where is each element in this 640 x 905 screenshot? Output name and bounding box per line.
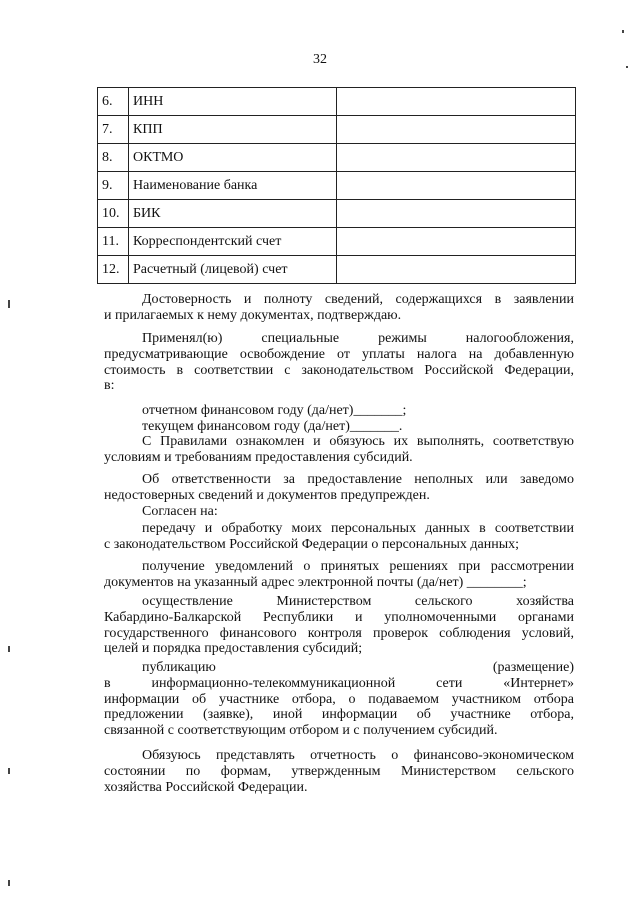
consent-publication — [104, 660, 574, 739]
row-label: БИК — [129, 200, 337, 228]
requisites-table — [97, 87, 576, 284]
text-line — [104, 660, 574, 676]
text-line: документов на указанный адрес электронной почты (да/нет) ________; — [104, 574, 527, 590]
text-line: Достоверность и полноту сведений, содержащихся в заявлении — [142, 292, 574, 307]
consent-personal-data — [104, 521, 574, 553]
row-number: 7. — [98, 116, 129, 144]
table-row — [98, 228, 576, 256]
page-number: 32 — [313, 52, 327, 67]
text-line: связанной с соответствующим отбором и с получением субсидий. — [104, 723, 498, 739]
consent-heading — [104, 504, 574, 520]
text-line: Об ответственности за предоставление неполных или заведомо — [142, 472, 574, 487]
text-line: Применял(ю) специальные режимы налогообложения, — [142, 331, 574, 346]
current-year-line: текущем финансовом году (да/нет)_______. — [142, 418, 403, 434]
row-label: Расчетный (лицевой) счет — [129, 256, 337, 284]
row-label: КПП — [129, 116, 337, 144]
text-line: передачу и обработку моих персональных данных в соответствии — [142, 521, 574, 536]
confirmation-paragraph — [104, 292, 574, 324]
row-value — [337, 144, 576, 172]
text-line: в информационно-телекоммуникационной сети «Интернет» — [104, 675, 574, 691]
row-number: 9. — [98, 172, 129, 200]
consent-notifications — [104, 559, 574, 591]
table-row — [98, 172, 576, 200]
reporting-paragraph — [104, 748, 574, 795]
table-row — [98, 144, 576, 172]
text-line: Кабардино-Балкарской Республики и уполномоченными органами — [104, 609, 574, 625]
table-row — [98, 256, 576, 284]
text-line: и прилагаемых к нему документах, подтверждаю. — [104, 307, 402, 323]
row-value — [337, 88, 576, 116]
text-line: с законодательством Российской Федерации о персональных данных; — [104, 536, 520, 552]
tax-years-list — [104, 403, 574, 435]
text-line: хозяйства Российской Федерации. — [104, 779, 308, 795]
row-value — [337, 256, 576, 284]
scan-mark — [626, 66, 628, 68]
text-line: условиям и требованиям предоставления субсидий. — [104, 449, 413, 465]
row-label: Корреспондентский счет — [129, 228, 337, 256]
row-value — [337, 116, 576, 144]
scan-mark — [8, 646, 10, 652]
text-line: информации об участнике отбора, о подаваемом участником отбора — [104, 691, 574, 707]
text-line: государственного финансового контроля проверок соблюдения условий, — [104, 625, 574, 641]
scan-mark — [8, 768, 10, 774]
table-row — [98, 88, 576, 116]
row-label: ИНН — [129, 88, 337, 116]
tax-regime-paragraph — [104, 331, 574, 394]
row-value — [337, 172, 576, 200]
text-line: получение уведомлений о принятых решениях при рассмотрении — [142, 559, 574, 574]
row-value — [337, 200, 576, 228]
reporting-year-line: отчетном финансовом году (да/нет)_______; — [142, 403, 407, 418]
row-value — [337, 228, 576, 256]
row-number: 11. — [98, 228, 129, 256]
text-line: недостоверных сведений и документов предупрежден. — [104, 487, 430, 503]
scan-mark — [8, 880, 10, 886]
text-fragment: публикацию — [142, 660, 216, 675]
text-line: Согласен на: — [142, 504, 218, 519]
scan-mark — [622, 30, 624, 33]
text-fragment: (размещение) — [492, 660, 574, 675]
scan-mark — [8, 300, 10, 308]
consent-inspections — [104, 594, 574, 657]
text-line: состоянии по формам, утвержденным Министерством сельского — [104, 763, 574, 779]
text-line: Обязуюсь представлять отчетность о финансово-экономическом — [142, 748, 574, 763]
table-row — [98, 200, 576, 228]
text-line: предложении (заявке), иной информации об участнике отбора, — [104, 707, 574, 723]
text-line: осуществление Министерством сельского хозяйства — [142, 594, 574, 609]
text-line: предусматривающие освобождение от уплаты налога на добавленную — [104, 346, 574, 362]
row-label: ОКТМО — [129, 144, 337, 172]
row-number: 12. — [98, 256, 129, 284]
row-number: 8. — [98, 144, 129, 172]
liability-paragraph — [104, 472, 574, 504]
text-line: С Правилами ознакомлен и обязуюсь их выполнять, соответствую — [142, 434, 574, 449]
table-row — [98, 116, 576, 144]
text-line: стоимость в соответствии с законодательством Российской Федерации, — [104, 362, 574, 378]
row-label: Наименование банка — [129, 172, 337, 200]
text-line: целей и порядка предоставления субсидий; — [104, 641, 363, 657]
row-number: 6. — [98, 88, 129, 116]
rules-paragraph — [104, 434, 574, 466]
row-number: 10. — [98, 200, 129, 228]
text-line: в: — [104, 378, 115, 394]
